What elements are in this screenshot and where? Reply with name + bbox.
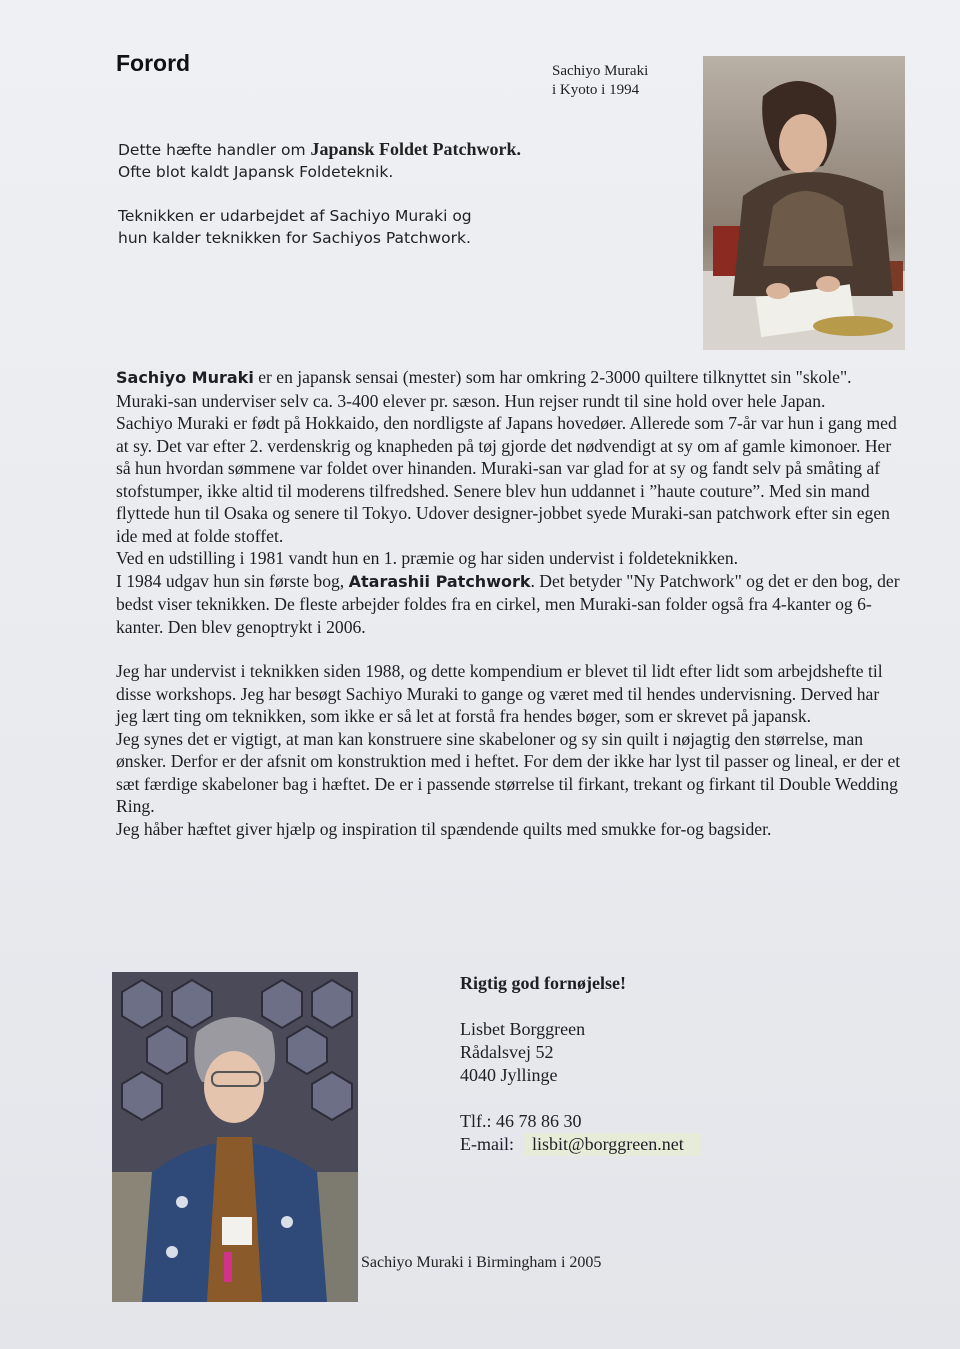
- email-address[interactable]: lisbit@borggreen.net: [524, 1133, 702, 1156]
- photo-muraki-kyoto-image: [703, 56, 905, 350]
- address-block: [460, 1018, 880, 1087]
- body-p4-bold: Atarashii Patchwork: [348, 571, 531, 591]
- body-p4-pre: I 1984 udgav hun sin første bog,: [116, 570, 349, 591]
- body-paragraph-5: Jeg har undervist i teknikken siden 1988, og dette kompendium er blevet til lidt efter lidt som arbejdshefte til disse workshops. Jeg har besøgt Sachiyo Muraki to gange og været med til hendes undervisning. Derved har jeg lært ting om teknikken, som ikke er så let at forstå fra hendes bøger, som er skrevet på japansk.: [116, 661, 883, 726]
- paragraph-gap: [116, 638, 901, 660]
- greeting: Rigtig god fornøjelse!: [460, 973, 626, 993]
- sign-off: [460, 972, 880, 1156]
- body-paragraph-2: Sachiyo Muraki er født på Hokkaido, den nordligste af Japans hovedøer. Allerede som 7-år var hun i gang med at sy. Det var efter 2. verdenskrig og knapheden på tøj gjorde det nødvendigt at sy om af gamle kimonoer. Her så hun hvordan sømmene var foldet over hinanden. Muraki-san var glad for at sy og fandt selv på småting af stofstumper, ikke altid til moderens tilfredshed. Senere blev hun uddannet i ”haute couture”. Med sin mand flyttede hun til Osaka og senere til Tokyo. Udover designer-jobbet syede Muraki-san patchwork efter sin egen ide med at folde stoffet.: [116, 413, 897, 546]
- body-p1-rest: er en japansk sensai (mester) som har omkring 2-3000 quiltere tilknyttet sin "skole". Muraki-san underviser selv ca. 3-400 elever pr. sæson. Hun rejser rundt til sine hold over hele Japan.: [116, 367, 852, 411]
- photo-muraki-birmingham-image: [112, 972, 358, 1302]
- intro-paragraph-2: [118, 205, 588, 249]
- author-name: Lisbet Borggreen: [460, 1019, 586, 1039]
- body-p4-rest: . Det betyder "Ny Patchwork" og det er den bog, der bedst viser teknikken. De fleste arbejder foldes fra en cirkel, men Muraki-san folder også fra 4-kanter og 6-kanter. Den blev genoptrykt i 2006.: [116, 570, 900, 637]
- email-label: E-mail:: [460, 1134, 514, 1154]
- photo-muraki-kyoto: [703, 56, 905, 350]
- street-address: Rådalsvej 52: [460, 1042, 554, 1062]
- intro-p1-line2: Ofte blot kaldt Japansk Foldeteknik.: [118, 163, 394, 181]
- intro-p2-line1: Teknikken er udarbejdet af Sachiyo Muraki og: [118, 207, 472, 225]
- page-title: Forord: [116, 50, 191, 76]
- intro-p2-line2: hun kalder teknikken for Sachiyos Patchwork.: [118, 229, 471, 247]
- body-paragraph-1: [116, 366, 901, 412]
- body-paragraph-3: Ved en udstilling i 1981 vandt hun en 1. præmie og har siden undervist i foldeteknikken.: [116, 548, 739, 568]
- main-body-text: [116, 366, 901, 840]
- photo-muraki-birmingham: [112, 972, 358, 1302]
- body-paragraph-7: Jeg håber hæftet giver hjælp og inspiration til spændende quilts med smukke for-og bagsider.: [116, 818, 772, 839]
- photo-caption-bottom: Sachiyo Muraki i Birmingham i 2005: [361, 1254, 602, 1271]
- city-address: 4040 Jyllinge: [460, 1065, 558, 1085]
- photo-caption-top: [552, 62, 648, 100]
- body-paragraph-6: Jeg synes det er vigtigt, at man kan konstruere sine skabeloner og sy sin quilt i nøjagtig den størrelse, man ønsker. Derfor er der afsnit om konstruktion med i heftet. For dem der ikke har lyst til passer og lineal, er der et sæt færdige skabeloner bag i hæftet. De er i passende størrelse til firkant, trekant og firkant til Double Wedding Ring.: [116, 728, 901, 816]
- contact-block: [460, 1110, 880, 1156]
- intro-p1-pre: Dette hæfte handler om: [118, 141, 311, 159]
- caption-top-line1: Sachiyo Muraki: [552, 63, 649, 79]
- intro-paragraph-1: [118, 138, 588, 183]
- phone-number: Tlf.: 46 78 86 30: [460, 1111, 582, 1131]
- caption-top-line2: i Kyoto i 1994: [552, 82, 640, 98]
- body-paragraph-4: [116, 570, 901, 639]
- body-p1-bold: Sachiyo Muraki: [116, 368, 254, 387]
- intro-p1-bold: Japansk Foldet Patchwork.: [310, 139, 522, 159]
- intro-text: [118, 138, 588, 271]
- email-row: [460, 1133, 880, 1156]
